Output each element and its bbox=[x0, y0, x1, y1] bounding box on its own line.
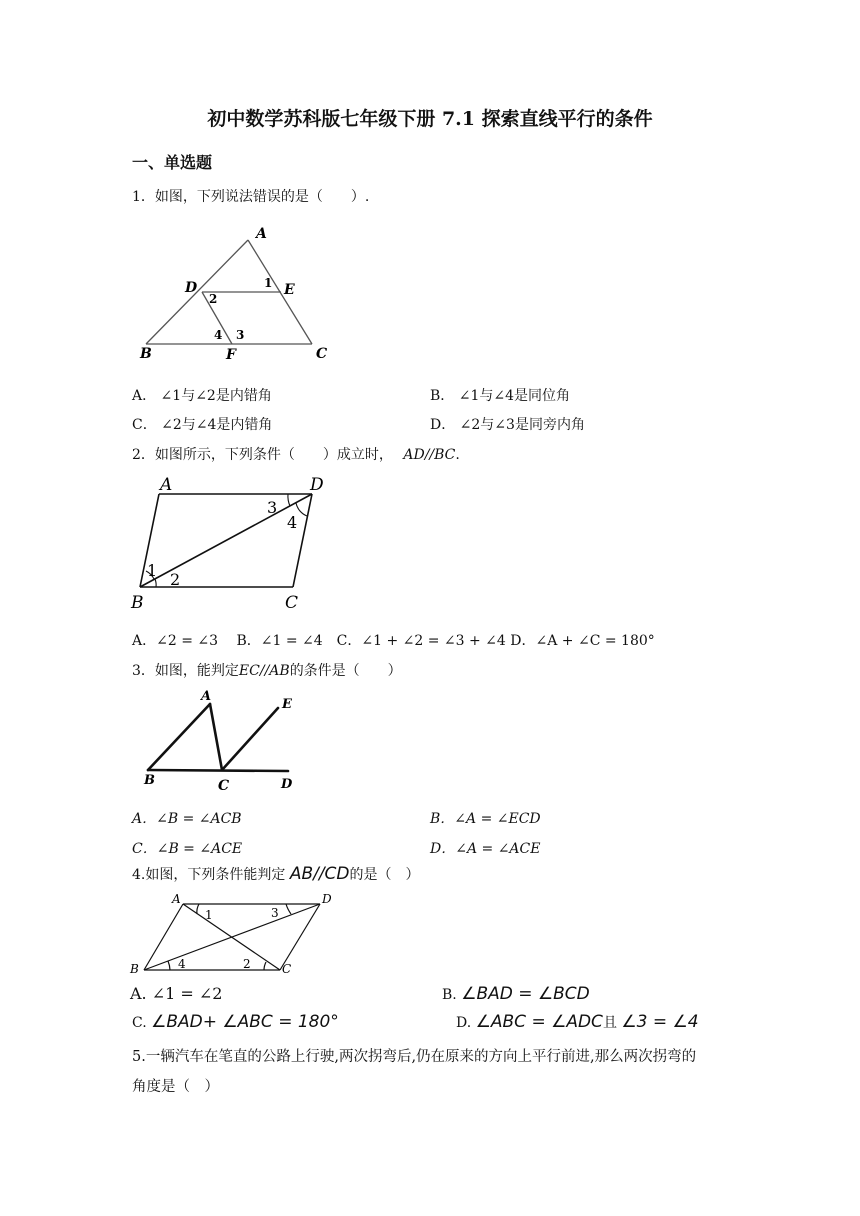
section-heading: 一、单选题 bbox=[132, 153, 213, 172]
q3-option-a[interactable]: A．∠B = ∠ACB bbox=[132, 811, 242, 827]
q4-option-c[interactable] bbox=[132, 1012, 339, 1032]
q3-stem-math: EC//AB bbox=[238, 663, 290, 679]
label-C: C bbox=[218, 778, 230, 794]
angle-3: 3 bbox=[236, 328, 245, 342]
q4-stem bbox=[132, 864, 420, 884]
label-B: B bbox=[144, 773, 155, 788]
q2-figure bbox=[128, 470, 338, 615]
label-C: C bbox=[316, 346, 328, 362]
q4-stem-text: 4.如图，下列条件能判定 bbox=[132, 867, 286, 883]
q3-option-c[interactable]: C．∠B = ∠ACE bbox=[132, 841, 243, 857]
q1-option-a[interactable]: A． ∠1与∠2是内错角 bbox=[132, 388, 272, 404]
label-A: A bbox=[172, 892, 181, 906]
angle-3: 3 bbox=[271, 906, 279, 920]
label-A: A bbox=[160, 475, 173, 495]
angle-4: 4 bbox=[287, 513, 298, 532]
label-D: D bbox=[322, 892, 332, 906]
label-D: D bbox=[185, 280, 198, 296]
angle-1: 1 bbox=[147, 561, 158, 580]
q4-stem-end: 的是（ ） bbox=[349, 867, 420, 883]
q2-stem-text: 2．如图所示，下列条件（ ）成立时， bbox=[132, 447, 393, 463]
q3-figure bbox=[138, 686, 308, 794]
label-E: E bbox=[284, 282, 295, 298]
angle-2: 2 bbox=[243, 957, 251, 971]
q4-option-c-math: ∠BAD+ ∠ABC = 180° bbox=[151, 1012, 339, 1032]
angle-4: 4 bbox=[178, 957, 186, 971]
q3-option-b[interactable]: B．∠A = ∠ECD bbox=[430, 811, 541, 827]
q4-stem-math: AB//CD bbox=[289, 864, 350, 884]
q4-option-b[interactable] bbox=[442, 984, 590, 1004]
label-C: C bbox=[285, 593, 299, 613]
q4-option-d[interactable] bbox=[456, 1012, 699, 1032]
q4-option-b-label: B. bbox=[442, 987, 457, 1003]
q1-figure bbox=[130, 218, 350, 368]
label-D: D bbox=[310, 475, 324, 495]
q1-stem: 1．如图，下列说法错误的是（ ）. bbox=[132, 189, 370, 205]
q2-options[interactable]: A．∠2 = ∠3 B．∠1 = ∠4 C．∠1 + ∠2 = ∠3 + ∠4 D．∠A + ∠C = 180° bbox=[132, 633, 655, 649]
q3-option-d[interactable]: D．∠A = ∠ACE bbox=[430, 841, 541, 857]
q2-stem-math: AD//BC bbox=[403, 447, 456, 463]
label-C: C bbox=[282, 962, 292, 976]
angle-2: 2 bbox=[209, 292, 218, 306]
label-B: B bbox=[131, 593, 144, 613]
q4-option-a[interactable] bbox=[130, 984, 222, 1003]
q4-option-d-math: ∠ABC = ∠ADC bbox=[475, 1012, 603, 1032]
q1-option-b[interactable]: B． ∠1与∠4是同位角 bbox=[430, 388, 571, 404]
q4-figure bbox=[126, 890, 346, 980]
label-A: A bbox=[256, 226, 267, 242]
q5-line-1: 5.一辆汽车在笔直的公路上行驶,两次拐弯后,仍在原来的方向上平行前进,那么两次拐弯的 bbox=[132, 1049, 697, 1065]
angle-2: 2 bbox=[170, 570, 181, 589]
q4-option-a-text: A. ∠1 = ∠2 bbox=[130, 984, 223, 1003]
q2-stem-end: . bbox=[455, 447, 460, 463]
page-title: 初中数学苏科版七年级下册 7.1 探索直线平行的条件 bbox=[207, 108, 653, 130]
angle-1: 1 bbox=[264, 276, 273, 290]
label-B: B bbox=[130, 962, 139, 976]
label-A: A bbox=[201, 689, 212, 704]
q1-option-c[interactable]: C． ∠2与∠4是内错角 bbox=[132, 417, 273, 433]
q5-line-2: 角度是（ ） bbox=[132, 1079, 219, 1095]
q4-option-d-label: D. bbox=[456, 1015, 472, 1031]
q4-option-d-mid: 且 bbox=[602, 1015, 617, 1031]
label-F: F bbox=[226, 347, 236, 363]
q4-option-b-math: ∠BAD = ∠BCD bbox=[461, 984, 590, 1004]
q4-option-c-label: C. bbox=[132, 1015, 147, 1031]
q3-stem-text: 3．如图，能判定 bbox=[132, 663, 239, 679]
angle-4: 4 bbox=[214, 328, 223, 342]
q1-option-d[interactable]: D． ∠2与∠3是同旁内角 bbox=[430, 417, 585, 433]
q4-option-d-math2: ∠3 = ∠4 bbox=[621, 1012, 699, 1032]
label-E: E bbox=[282, 697, 292, 712]
angle-1: 1 bbox=[205, 908, 213, 922]
q3-stem bbox=[132, 660, 402, 680]
q2-stem bbox=[132, 444, 460, 464]
label-B: B bbox=[140, 346, 152, 362]
angle-3: 3 bbox=[267, 498, 278, 517]
label-D: D bbox=[281, 777, 293, 792]
q3-stem-end: 的条件是（ ） bbox=[289, 663, 402, 679]
